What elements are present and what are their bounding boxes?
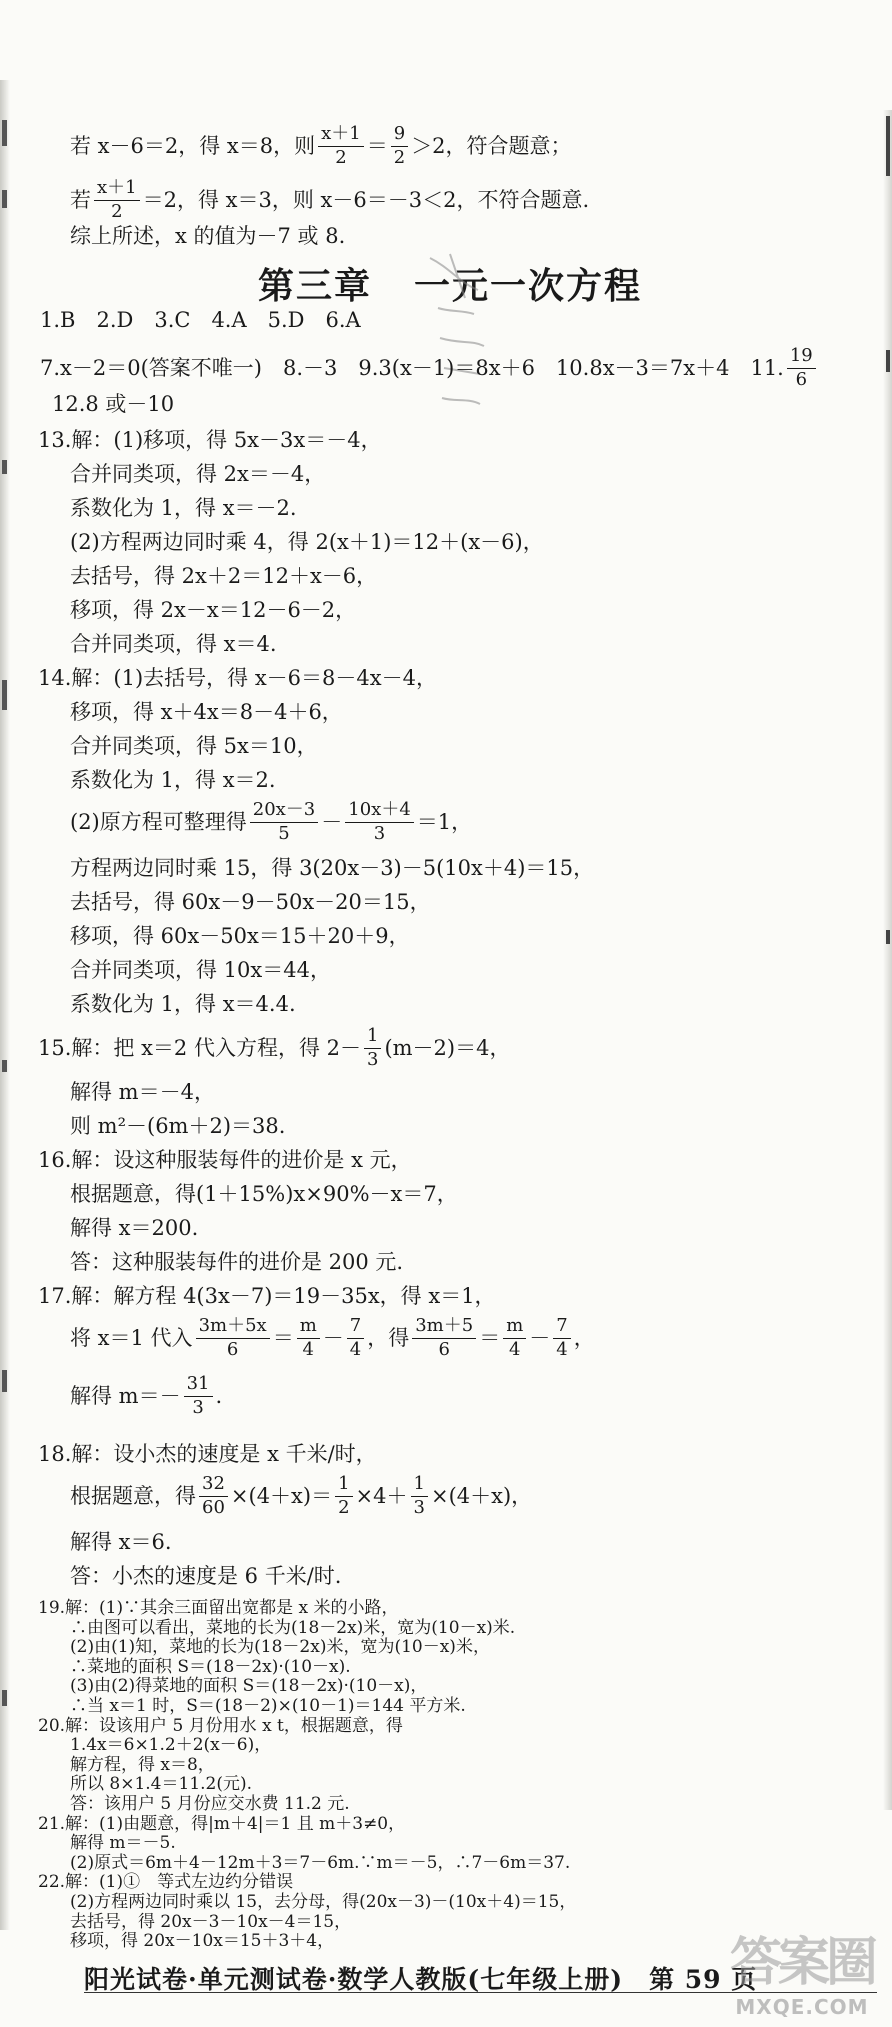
denominator: 4 (556, 1338, 568, 1360)
answer-line: 合并同类项，得 2x＝－4， (70, 462, 326, 486)
handwriting-mark (420, 248, 510, 418)
text: ＝ (366, 133, 388, 158)
text: 15.解：把 x＝2 代入方程，得 2－ (38, 1035, 361, 1060)
numerator: m (503, 1316, 526, 1339)
answer-line: 16.解：设这种服装每件的进价是 x 元， (38, 1148, 412, 1172)
numerator: 10x＋4 (345, 800, 414, 823)
answer-line-fraction (70, 1474, 532, 1518)
answer-line: 去括号，得 2x＋2＝12＋x－6， (70, 564, 378, 588)
fraction (411, 1474, 428, 1518)
answer-line: 系数化为 1，得 x＝2. (70, 768, 276, 792)
answer-line: 去括号，得 20x－3－10x－4＝15， (70, 1911, 352, 1932)
denominator: 6 (226, 1338, 239, 1360)
answer-line: 根据题意，得(1＋15%)x×90%－x＝7， (70, 1182, 458, 1206)
answer-line: 20.解：设该用户 5 月份用水 x t，根据题意，得 (38, 1715, 403, 1736)
numerator: 20x－3 (250, 800, 319, 823)
answer-line: 1.4x＝6×1.2＋2(x－6)， (70, 1735, 272, 1756)
text: (m－2)＝4， (384, 1035, 511, 1060)
intro-line-1 (70, 124, 572, 168)
answer-line: 方程两边同时乘 15，得 3(20x－3)－5(10x＋4)＝15， (70, 856, 595, 880)
answer-line: 答：该用户 5 月份应交水费 11.2 元. (70, 1794, 350, 1814)
denominator: 2 (335, 146, 347, 168)
answer-12: 12.8 或－10 (52, 392, 175, 416)
text: 根据题意，得 (70, 1483, 196, 1508)
answers-1-6: 1.B 2.D 3.C 4.A 5.D 6.A (40, 308, 361, 332)
answer-line: 系数化为 1，得 x＝4.4. (70, 992, 296, 1016)
answer-line: 合并同类项，得 5x＝10， (70, 734, 318, 758)
watermark-logo (730, 1920, 874, 2019)
denominator: 2 (338, 1496, 350, 1518)
text: ×(4＋x)＝ (230, 1483, 333, 1508)
numerator: 32 (199, 1474, 228, 1497)
denominator: 4 (349, 1338, 362, 1360)
answer-line: 合并同类项，得 10x＝44， (70, 958, 331, 982)
fraction (184, 1374, 213, 1418)
answer-line: 移项，得 2x－x＝12－6－2， (70, 598, 357, 622)
answer-line: 解方程，得 x＝8， (70, 1754, 215, 1775)
fraction (345, 800, 414, 844)
answer-line: 17.解：解方程 4(3x－7)＝19－35x，得 x＝1， (38, 1284, 496, 1308)
answer-line: 答：这种服装每件的进价是 200 元. (70, 1250, 404, 1274)
denominator: 3 (192, 1396, 204, 1418)
text: － (322, 1325, 344, 1350)
denominator: 4 (302, 1338, 314, 1360)
text: ＞2，符合题意； (411, 133, 572, 158)
intro-line-2 (70, 178, 589, 222)
answer-line-fraction (70, 1316, 595, 1360)
fraction (335, 1474, 352, 1518)
fraction (94, 178, 140, 222)
answer-line: 14.解：(1)去括号，得 x－6＝8－4x－4， (38, 666, 437, 690)
answer-line: 去括号，得 60x－9－50x－20＝15， (70, 890, 431, 914)
denominator: 3 (367, 1048, 379, 1070)
fraction (297, 1316, 320, 1360)
fraction (318, 124, 364, 168)
watermark-badge: 答案圈 (729, 1933, 874, 1993)
text: (2)原方程可整理得 (70, 809, 247, 834)
answer-line: 移项，得 20x－10x＝15＋3＋4， (70, 1931, 335, 1952)
fraction (199, 1474, 228, 1518)
answer-line: (2)由(1)知，菜地的长为(18－2x)米，宽为(10－x)米， (70, 1637, 490, 1658)
denominator: 2 (111, 200, 123, 222)
denominator: 3 (373, 822, 386, 844)
page-footer (84, 1960, 757, 1996)
intro-line-3: 综上所述，x 的值为－7 或 8. (70, 224, 346, 248)
footer-text: 阳光试卷·单元测试卷·数学人教版(七年级上册) 第 59 页 (84, 1965, 758, 1994)
numerator: 3m＋5 (412, 1316, 476, 1339)
answer-line-fraction (70, 1374, 222, 1418)
answer-line: (3)由(2)得菜地的面积 S＝(18－2x)·(10－x)， (70, 1676, 428, 1697)
denominator: 4 (509, 1338, 521, 1360)
fraction (250, 800, 319, 844)
fraction (347, 1316, 364, 1360)
numerator: 9 (391, 124, 408, 147)
text: 若 x－6＝2，得 x＝8，则 (70, 133, 316, 158)
numerator: 1 (335, 1474, 352, 1497)
fraction (391, 124, 408, 168)
answer-line-fraction (38, 1026, 510, 1070)
text: ＝1， (416, 809, 473, 834)
scan-left-edge (0, 80, 10, 1930)
fraction (503, 1316, 526, 1360)
answer-line: (2)方程两边同时乘 4，得 2(x＋1)＝12＋(x－6)， (70, 530, 544, 554)
answer-line: (2)方程两边同时乘以 15，去分母，得(20x－3)－(10x＋4)＝15， (70, 1892, 577, 1912)
chapter-name: 一元一次方程 (414, 266, 643, 307)
answer-line: ∴菜地的面积 S＝(18－2x)·(10－x). (70, 1656, 351, 1677)
answer-line: 13.解：(1)移项，得 5x－3x＝－4， (38, 428, 382, 452)
answer-line: 答：小杰的速度是 6 千米/时. (70, 1564, 342, 1588)
denominator: 6 (795, 368, 808, 390)
numerator: 31 (184, 1374, 213, 1397)
fraction (412, 1316, 476, 1360)
denominator: 3 (413, 1496, 425, 1518)
answer-line: (2)原式＝6m＋4－12m＋3＝7－6m.∵m＝－5，∴7－6m＝37. (70, 1852, 571, 1873)
answer-line: 解得 m＝－5. (70, 1833, 176, 1854)
answer-line: 所以 8×1.4＝11.2(元). (70, 1774, 253, 1795)
answer-line: 18.解：设小杰的速度是 x 千米/时， (38, 1442, 377, 1466)
answer-line: 21.解：(1)由题意，得|m＋4|＝1 且 m＋3≠0， (38, 1813, 406, 1834)
text: 解得 m＝－ (70, 1383, 181, 1408)
answer-line: 合并同类项，得 x＝4. (70, 632, 277, 656)
answer-line: 系数化为 1，得 x＝－2. (70, 496, 297, 520)
answer-line-fraction (70, 800, 472, 844)
answers-7-11 (40, 346, 819, 390)
answer-line: 19.解：(1)∵其余三面留出宽都是 x 米的小路， (38, 1598, 399, 1618)
answer-line: 解得 x＝6. (70, 1530, 172, 1554)
text: 若 (70, 187, 91, 212)
text: ＝ (272, 1325, 294, 1350)
fraction (196, 1316, 270, 1360)
answer-line: 22.解：(1)① 等式左边约分错误 (38, 1872, 294, 1893)
answer-line: 解得 m＝－4， (70, 1080, 215, 1104)
numerator: 3m＋5x (196, 1316, 270, 1339)
chapter-number: 第三章 (258, 266, 373, 307)
answer-line: 移项，得 60x－50x＝15＋20＋9， (70, 924, 410, 948)
denominator: 2 (393, 146, 406, 168)
text: ×(4＋x)， (430, 1483, 533, 1508)
fraction (364, 1026, 381, 1070)
text: － (321, 809, 343, 834)
denominator: 60 (202, 1496, 225, 1518)
scan-right-edge (883, 110, 892, 1810)
answer-line: ∴由图可以看出，菜地的长为(18－2x)米，宽为(10－x)米. (70, 1617, 516, 1638)
text: － (529, 1325, 551, 1350)
denominator: 5 (278, 822, 290, 844)
fraction (553, 1316, 570, 1360)
numerator: x＋1 (318, 124, 364, 147)
text: 7.x－2＝0(答案不唯一) 8.－3 9.3(x－1)＝8x＋6 10.8x－3＝7x＋4 11. (40, 355, 784, 380)
numerator: x＋1 (94, 178, 140, 201)
text: 将 x＝1 代入 (70, 1325, 193, 1350)
text: ＝ (479, 1325, 501, 1350)
numerator: 1 (411, 1474, 428, 1497)
denominator: 6 (438, 1338, 450, 1360)
answer-line: 解得 x＝200. (70, 1216, 199, 1240)
numerator: 7 (347, 1316, 364, 1339)
numerator: m (297, 1316, 320, 1339)
answer-line: 移项，得 x＋4x＝8－4＋6， (70, 700, 343, 724)
text: ×4＋ (355, 1483, 408, 1508)
answer-line: 则 m²－(6m＋2)＝38. (70, 1114, 286, 1138)
text: ， (573, 1325, 595, 1350)
text: ，得 (367, 1325, 410, 1350)
text: ＝2，得 x＝3，则 x－6＝－3＜2，不符合题意. (142, 187, 590, 212)
text: . (215, 1383, 223, 1408)
numerator: 7 (553, 1316, 570, 1339)
numerator: 1 (364, 1026, 381, 1049)
answer-line: ∴当 x＝1 时，S＝(18－2)×(10－1)＝144 平方米. (70, 1696, 466, 1716)
fraction (787, 346, 816, 390)
numerator: 19 (787, 346, 816, 369)
watermark-site: MXQE.COM (735, 1995, 869, 2019)
